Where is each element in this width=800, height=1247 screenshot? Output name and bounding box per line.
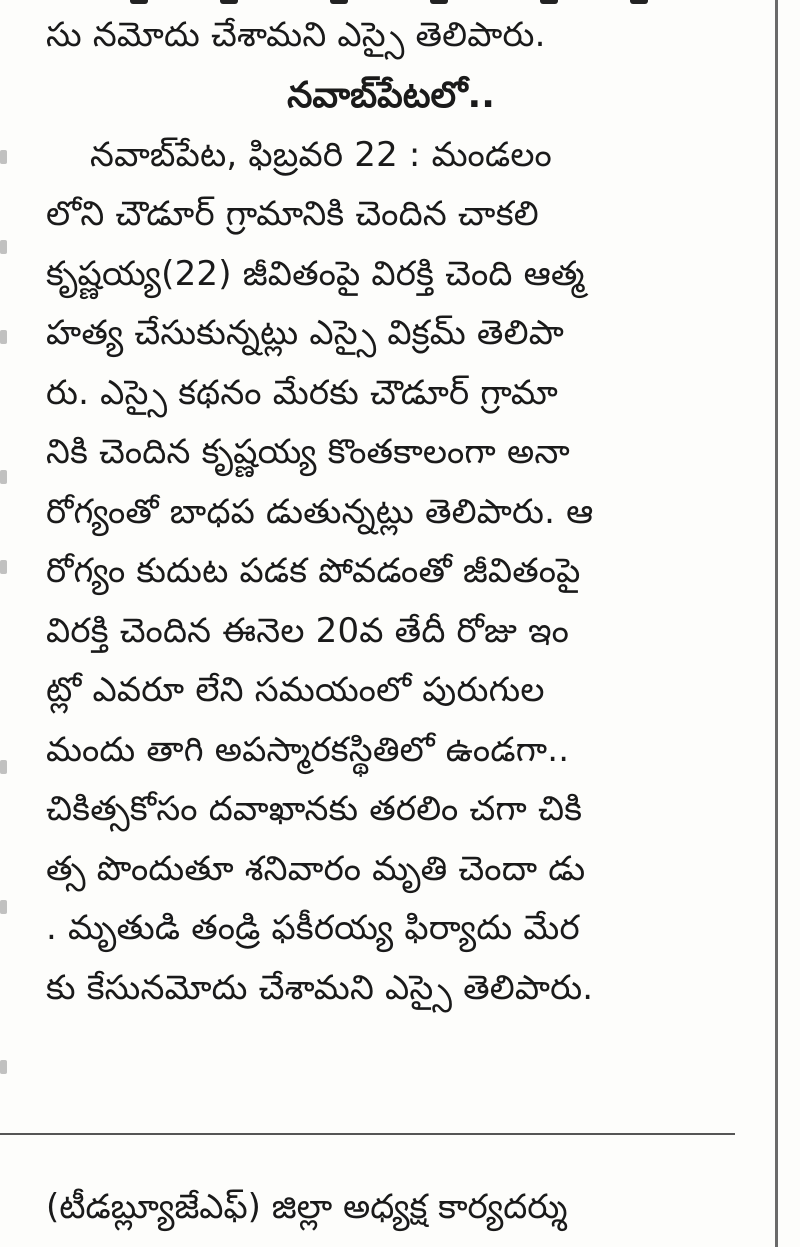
section-divider <box>0 1133 735 1135</box>
article-line: మందు తాగి అపస్మారకస్థితిలో ఉండగా.. <box>46 729 570 770</box>
column-rule <box>775 0 778 1247</box>
article-line: త్స పొందుతూ శనివారం మృతి చెందా డు <box>46 848 586 889</box>
article-line: విరక్తి చెందిన ఈనెల 20వ తేదీ రోజు ఇం <box>46 610 570 651</box>
article-heading: నవాబ్‌పేటలో.. <box>287 74 495 116</box>
cut-off-text-fragment <box>70 0 690 2</box>
article-line: నవాబ్‌పేట, ఫిబ్రవరి 22 : మండలం <box>90 134 552 175</box>
article-line: చికిత్సకోసం దవాఖానకు తరలిం చగా చికి <box>46 789 583 829</box>
article-line: హత్య చేసుకున్నట్లు ఎస్సై విక్రమ్ తెలిపా <box>46 313 564 353</box>
article-line: రోగ్యం కుదుట పడక పోవడంతో జీవితంపై <box>46 551 581 591</box>
adjacent-column-fragment <box>0 0 12 1247</box>
lead-line: సు నమోదు చేశామని ఎస్సై తెలిపారు. <box>46 15 546 55</box>
article-line: రు. ఎస్సై కథనం మేరకు చౌడూర్ గ్రామా <box>46 372 558 413</box>
article-line: . మృతుడి తండ్రి ఫకీరయ్య ఫిర్యాదు మేర <box>46 908 580 948</box>
article-line: కు కేసునమోదు చేశామని ఎస్సై తెలిపారు. <box>46 967 594 1008</box>
article-line: నికి చెందిన కృష్ణయ్య కొంతకాలంగా అనా <box>46 432 570 472</box>
article-line: ట్లో ఎవరూ లేని సమయంలో పురుగుల <box>46 670 545 710</box>
next-article-line: (టీడబ్ల్యూజేఎఫ్) జిల్లా అధ్యక్ష కార్యదర్శు <box>46 1187 568 1227</box>
article-line: కృష్ణయ్య(22) జీవితంపై విరక్తి చెంది ఆత్మ <box>46 253 585 294</box>
article-line: లోని చౌడూర్ గ్రామానికి చెందిన చాకలి <box>46 194 539 234</box>
news-article <box>46 6 736 1018</box>
article-line: రోగ్యంతో బాధప డుతున్నట్లు తెలిపారు. ఆ <box>46 491 594 532</box>
